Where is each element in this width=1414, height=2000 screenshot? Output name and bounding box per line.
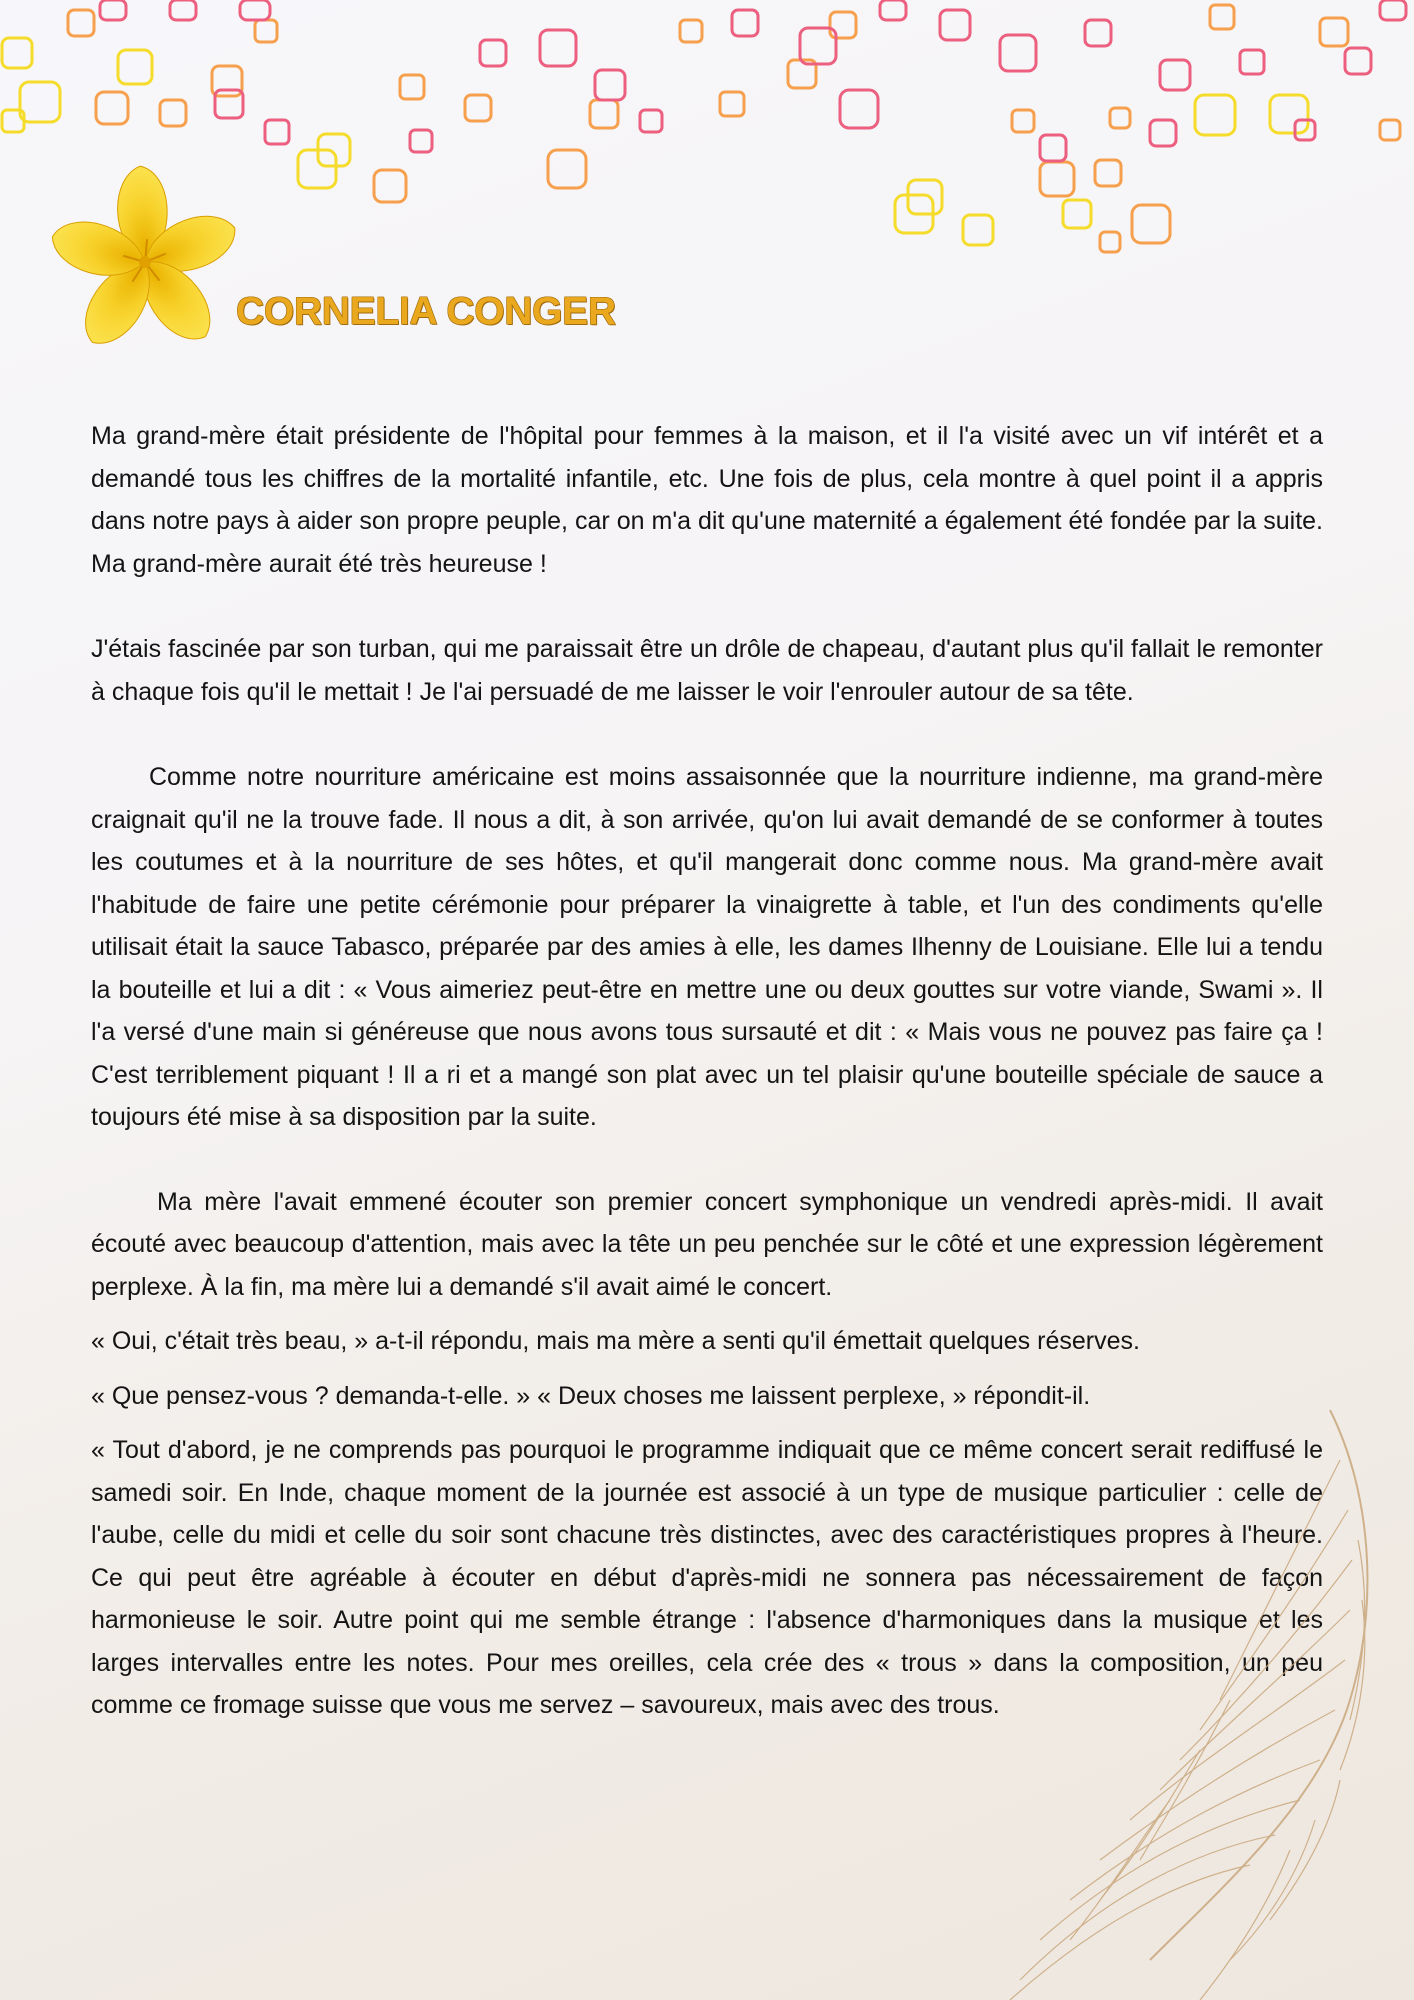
paragraph: J'étais fascinée par son turban, qui me paraissait être un drôle de chapeau, d'autant plus qu'il fallait le remonter à chaque fois qu'il le mettait ! Je l'ai persuadé de me laisser le voir l'enrouler autour de sa tête. xyxy=(91,635,1323,706)
paragraph: « Que pensez-vous ? demanda-t-elle. » « Deux choses me laissent perplexe, » répondit-il. xyxy=(91,1381,1091,1410)
paragraph: « Tout d'abord, je ne comprends pas pourquoi le programme indiquait que ce même concert serait rediffusé le samedi soir. En Inde, chaque moment de la journée est associé à un type de musique particulier : celle de l'aube, celle du midi et celle du soir sont chacune très distinctes, avec des caractéristiques propres à l'heure. Ce qui peut être agréable à écouter en début d'après-midi ne sonnera pas nécessairement de façon harmonieuse le soir. Autre point qui me semble étrange : l'absence d'harmoniques dans la musique et les larges intervalles entre les notes. Pour mes oreilles, cela crée des « trous » dans la composition, un peu comme ce fromage suisse que vous me servez – savoureux, mais avec des trous. xyxy=(91,1436,1323,1719)
page-title: CORNELIA CONGER xyxy=(236,290,616,333)
paragraph: Ma grand-mère était présidente de l'hôpital pour femmes à la maison, et il l'a visité avec un vif intérêt et a demandé tous les chiffres de la mortalité infantile, etc. Une fois de plus, cela montre à quel point il a appris dans notre pays à aider son propre peuple, car on m'a dit qu'une maternité a également été fondée par la suite. Ma grand-mère aurait été très heureuse ! xyxy=(91,422,1323,578)
paragraph: Ma mère l'avait emmené écouter son premier concert symphonique un vendredi après-midi. Il avait écouté avec beaucoup d'attention, mais avec la tête un peu penchée sur le côté et une expression légèrement perplexe. À la fin, ma mère lui a demandé s'il avait aimé le concert. xyxy=(91,1187,1323,1301)
header xyxy=(40,160,740,360)
paragraph: « Oui, c'était très beau, » a-t-il répondu, mais ma mère a senti qu'il émettait quelques réserves. xyxy=(91,1327,1140,1355)
body-text xyxy=(91,415,1323,1727)
paragraph: Comme notre nourriture américaine est moins assaisonnée que la nourriture indienne, ma grand-mère craignait qu'il ne la trouve fade. Il nous a dit, à son arrivée, qu'on lui avait demandé de se conformer à toutes les coutumes et à la nourriture de ses hôtes, et qu'il mangerait donc comme nous. Ma grand-mère avait l'habitude de faire une petite cérémonie pour préparer la vinaigrette à table, et l'un des condiments qu'elle utilisait était la sauce Tabasco, préparée par des amies à elle, les dames Ilhenny de Louisiane. Elle lui a tendu la bouteille et lui a dit : « Vous aimeriez peut-être en mettre une ou deux gouttes sur votre viande, Swami ». Il l'a versé d'une main si généreuse que nous avons tous sursauté et dit : « Mais vous ne pouvez pas faire ça ! C'est terriblement piquant ! Il a ri et a mangé son plat avec un tel plaisir qu'une bouteille spéciale de sauce a toujours été mise à sa disposition par la suite. xyxy=(91,763,1323,1131)
yellow-flower-icon xyxy=(40,160,250,360)
